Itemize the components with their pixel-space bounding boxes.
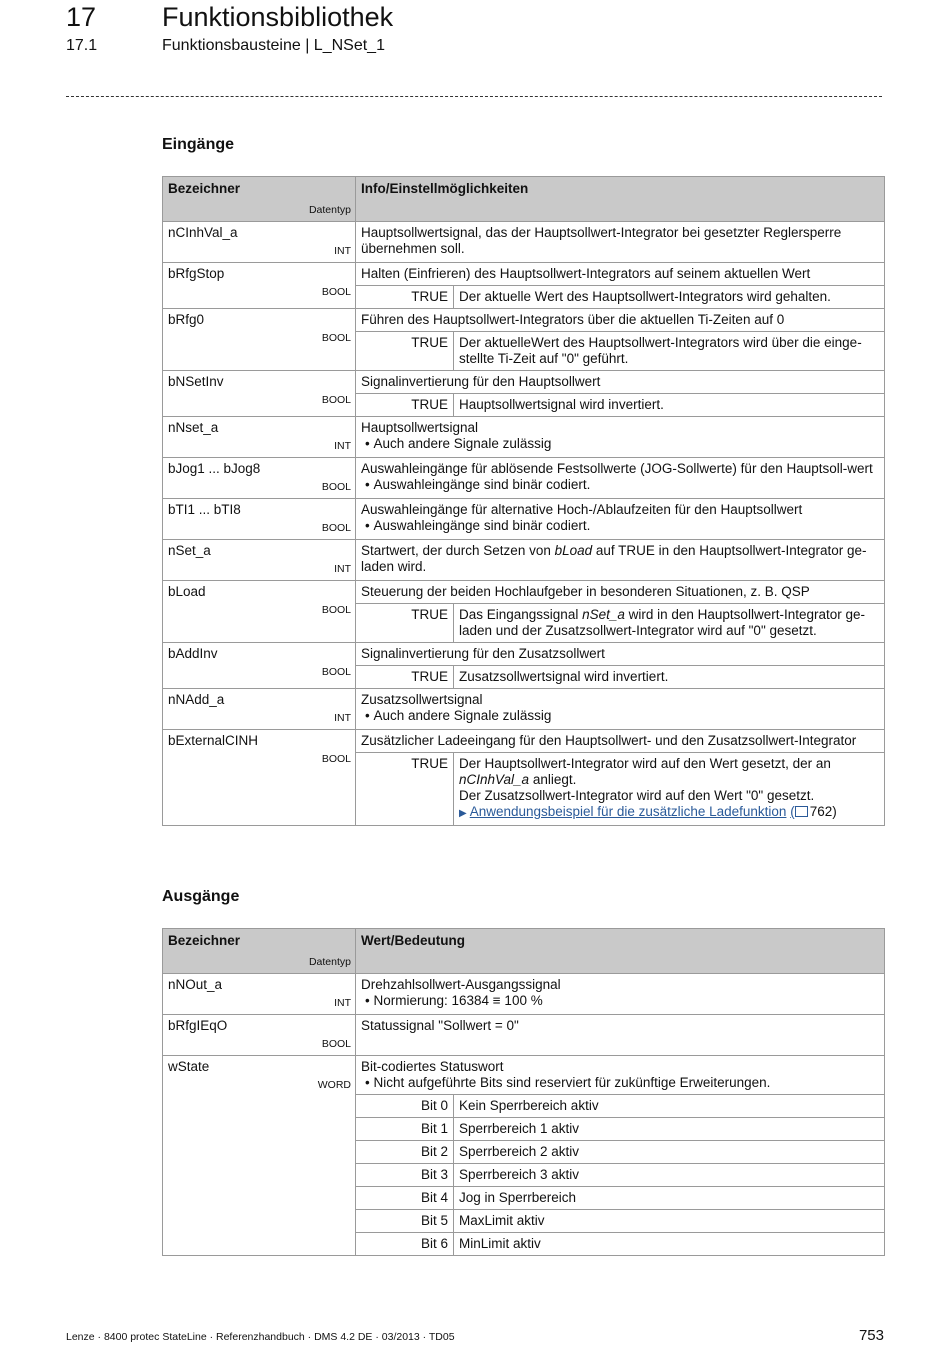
value-key: TRUE	[356, 666, 454, 688]
outputs-heading: Ausgänge	[162, 888, 240, 905]
signal-info: Signalinvertierung für den Hauptsollwert	[361, 374, 601, 389]
col-name-label: Bezeichner	[168, 933, 241, 948]
value-key: TRUE	[356, 286, 454, 308]
table-row	[163, 371, 885, 417]
table-row	[163, 581, 885, 643]
table-row	[163, 1056, 885, 1256]
table-header-row	[163, 929, 885, 974]
bit-key: Bit 1	[356, 1118, 454, 1140]
col-type-label: Datentyp	[308, 204, 351, 216]
bit-key: Bit 4	[356, 1187, 454, 1209]
table-row	[163, 458, 885, 499]
value-desc: Zusatzsollwertsignal wird invertiert.	[459, 669, 669, 684]
table-row	[163, 643, 885, 689]
signal-name: bAddInv	[168, 646, 218, 661]
signal-type: BOOL	[321, 481, 351, 493]
signal-type: BOOL	[321, 753, 351, 765]
table-row	[163, 1015, 885, 1056]
signal-type: INT	[334, 563, 351, 575]
bit-key: Bit 0	[356, 1095, 454, 1117]
chapter-number: 17	[66, 2, 97, 32]
header-cell-info	[356, 929, 885, 974]
signal-type: INT	[334, 712, 351, 724]
signal-name: bRfgStop	[168, 266, 225, 281]
signal-name: bTI1 ... bTI8	[168, 502, 241, 517]
bullet-text: Normierung: 16384 ≡ 100 %	[373, 993, 543, 1008]
value-key: TRUE	[356, 394, 454, 416]
value-desc: Der aktuelle Wert des Hauptsollwert-Integrators wird gehalten.	[459, 289, 831, 304]
signal-type: BOOL	[321, 332, 351, 344]
section-number: 17.1	[66, 37, 98, 54]
bullet-icon: •	[365, 993, 374, 1008]
table-row	[163, 222, 885, 263]
signal-info: Halten (Einfrieren) des Hauptsollwert-Integrators auf seinem aktuellen Wert	[361, 266, 811, 281]
signal-type: BOOL	[321, 1038, 351, 1050]
signal-name: nNAdd_a	[168, 692, 225, 707]
bit-key: Bit 5	[356, 1210, 454, 1232]
bit-desc: MinLimit aktiv	[459, 1236, 541, 1251]
value-desc: Der Hauptsollwert-Integrator wird auf den Wert gesetzt, der an nCInhVal_a anliegt. Der Zusatzsollwert-Integrator wird auf den Wert "0" gesetzt. ▶ Anwendungsbeispiel für die zusätzliche Ladefunktion ( 762)	[459, 756, 837, 819]
bullet-text: Auch andere Signale zulässig	[373, 708, 552, 723]
signal-info: Signalinvertierung für den Zusatzsollwert	[361, 646, 605, 661]
bullet-text: Auswahleingänge sind binär codiert.	[373, 518, 591, 533]
bullet-icon: •	[365, 518, 374, 533]
value-key: TRUE	[356, 604, 454, 642]
signal-name: bExternalCINH	[168, 733, 259, 748]
bit-desc: Sperrbereich 3 aktiv	[459, 1167, 580, 1182]
signal-info: Hauptsollwertsignal, das der Hauptsollwert-Integrator bei gesetzter Reglersperre übernehmen soll.	[361, 225, 842, 256]
table-row	[163, 974, 885, 1015]
value-key: TRUE	[356, 332, 454, 370]
bit-desc: Sperrbereich 1 aktiv	[459, 1121, 580, 1136]
col-type-label: Datentyp	[308, 956, 351, 968]
signal-type: BOOL	[321, 286, 351, 298]
signal-info: Führen des Hauptsollwert-Integrators über die aktuellen Ti-Zeiten auf 0	[361, 312, 785, 327]
header-cell-name	[163, 177, 356, 222]
inputs-table	[162, 176, 885, 826]
signal-name: bRfg0	[168, 312, 205, 327]
table-row	[163, 730, 885, 826]
col-info-label: Info/Einstellmöglichkeiten	[361, 181, 529, 196]
value-desc: Das Eingangssignal nSet_a wird in den Hauptsollwert-Integrator ge-laden und der Zusatzsollwert-Integrator wird auf "0" gesetzt.	[459, 607, 865, 638]
signal-type: INT	[334, 440, 351, 452]
book-icon	[795, 806, 808, 817]
signal-info: Steuerung der beiden Hochlaufgeber in besonderen Situationen, z. B. QSP	[361, 584, 810, 599]
signal-type: INT	[334, 245, 351, 257]
bit-desc: MaxLimit aktiv	[459, 1213, 545, 1228]
page-number: 753	[858, 1327, 884, 1344]
value-desc: Hauptsollwertsignal wird invertiert.	[459, 397, 664, 412]
table-row	[163, 499, 885, 540]
signal-info: Statussignal "Sollwert = 0"	[361, 1018, 519, 1033]
outputs-table	[162, 928, 885, 1256]
bullet-text: Auch andere Signale zulässig	[373, 436, 552, 451]
table-row	[163, 309, 885, 371]
header-cell-info	[356, 177, 885, 222]
signal-name: nNset_a	[168, 420, 219, 435]
bit-key: Bit 2	[356, 1141, 454, 1163]
signal-name: nNOut_a	[168, 977, 223, 992]
bit-key: Bit 6	[356, 1233, 454, 1255]
signal-info: Auswahleingänge für ablösende Festsollwerte (JOG-Sollwerte) für den Hauptsoll-wert	[361, 461, 873, 476]
bit-key: Bit 3	[356, 1164, 454, 1186]
table-row	[163, 540, 885, 581]
signal-name: wState	[168, 1059, 210, 1074]
table-row	[163, 689, 885, 730]
bullet-icon: •	[365, 708, 374, 723]
bit-desc: Kein Sperrbereich aktiv	[459, 1098, 599, 1113]
signal-info: Zusätzlicher Ladeeingang für den Hauptsollwert- und den Zusatzsollwert-Integrator	[361, 733, 857, 748]
arrow-right-icon: ▶	[459, 808, 467, 819]
signal-name: nCInhVal_a	[168, 225, 238, 240]
chapter-title: Funktionsbibliothek	[162, 2, 394, 32]
signal-info: Drehzahlsollwert-Ausgangssignal	[361, 977, 561, 992]
signal-info: Auswahleingänge für alternative Hoch-/Ablaufzeiten für den Hauptsollwert	[361, 502, 803, 517]
application-example-link[interactable]: Anwendungsbeispiel für die zusätzliche Ladefunktion	[469, 804, 787, 819]
value-key: TRUE	[356, 753, 454, 825]
table-row	[163, 263, 885, 309]
table-row	[163, 417, 885, 458]
bit-desc: Sperrbereich 2 aktiv	[459, 1144, 580, 1159]
bullet-text: Nicht aufgeführte Bits sind reserviert für zukünftige Erweiterungen.	[373, 1075, 771, 1090]
signal-name: bJog1 ... bJog8	[168, 461, 261, 476]
signal-name: nSet_a	[168, 543, 211, 558]
signal-type: BOOL	[321, 522, 351, 534]
value-desc: Der aktuelleWert des Hauptsollwert-Integrators wird über die einge-stellte Ti-Zeit auf "0" geführt.	[459, 335, 862, 366]
signal-info: Hauptsollwertsignal	[361, 420, 479, 435]
signal-name: bRfgIEqO	[168, 1018, 228, 1033]
signal-type: BOOL	[321, 394, 351, 406]
bit-desc: Jog in Sperrbereich	[459, 1190, 577, 1205]
signal-info: Startwert, der durch Setzen von bLoad auf TRUE in den Hauptsollwert-Integrator ge-laden wird.	[361, 543, 867, 574]
bullet-icon: •	[365, 436, 374, 451]
signal-name: bNSetInv	[168, 374, 224, 389]
header-divider	[66, 96, 882, 97]
footer-text: Lenze · 8400 protec StateLine · Referenzhandbuch · DMS 4.2 DE · 03/2013 · TD05	[66, 1331, 455, 1343]
col-name-label: Bezeichner	[168, 181, 241, 196]
inputs-heading: Eingänge	[162, 136, 235, 153]
signal-type: WORD	[317, 1079, 351, 1091]
signal-info: Zusatzsollwertsignal	[361, 692, 483, 707]
section-title: Funktionsbausteine | L_NSet_1	[162, 37, 385, 54]
page-ref[interactable]: 762)	[809, 804, 837, 819]
bullet-icon: •	[365, 1075, 374, 1090]
signal-name: bLoad	[168, 584, 206, 599]
signal-type: BOOL	[321, 604, 351, 616]
page-ref-open[interactable]: (	[790, 804, 795, 819]
signal-type: BOOL	[321, 666, 351, 678]
col-info-label: Wert/Bedeutung	[361, 933, 465, 948]
bullet-icon: •	[365, 477, 374, 492]
signal-info: Bit-codiertes Statuswort	[361, 1059, 504, 1074]
header-cell-name	[163, 929, 356, 974]
bullet-text: Auswahleingänge sind binär codiert.	[373, 477, 591, 492]
signal-type: INT	[334, 997, 351, 1009]
table-header-row	[163, 177, 885, 222]
